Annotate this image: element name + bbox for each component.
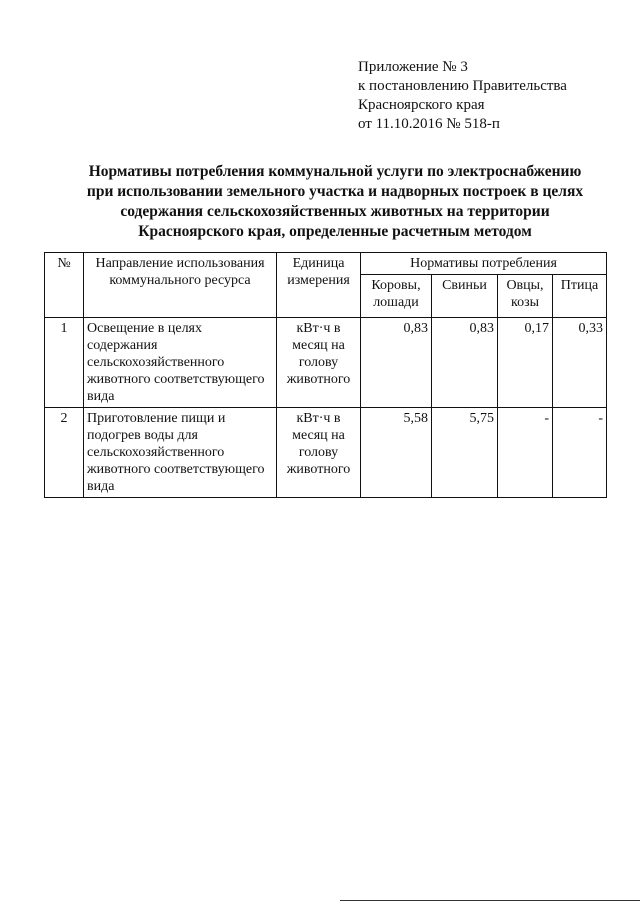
row-cows-value: 0,83 (361, 318, 432, 408)
header-cows: Коровы, лошади (361, 275, 432, 318)
title-line-4: Красноярского края, определенные расчетным методом (138, 223, 532, 240)
row-num: 1 (45, 318, 84, 408)
row-unit: кВт·ч в месяц на голову животного (277, 408, 361, 498)
table-row (45, 408, 607, 498)
row-unit: кВт·ч в месяц на голову животного (277, 318, 361, 408)
row-poultry-value: 0,33 (553, 318, 607, 408)
table-row (45, 318, 607, 408)
row-pigs-value: 5,75 (432, 408, 498, 498)
page-edge-line (340, 900, 640, 901)
row-cows-value: 5,58 (361, 408, 432, 498)
title-line-2: при использовании земельного участка и надворных построек в целях (86, 183, 584, 200)
appendix-date: от 11.10.2016 № 518-п (358, 116, 500, 132)
appendix-decree: к постановлению Правительства (358, 78, 567, 94)
header-num: № (45, 253, 84, 318)
appendix-number: Приложение № 3 (358, 59, 468, 75)
header-norms: Нормативы потребления (361, 253, 607, 275)
header-sheep: Овцы, козы (498, 275, 553, 318)
row-pigs-value: 0,83 (432, 318, 498, 408)
norms-table (44, 252, 607, 498)
row-sheep-value: 0,17 (498, 318, 553, 408)
header-poultry: Птица (553, 275, 607, 318)
row-direction: Освещение в целях содержания сельскохозяйственного животного соответствующего вида (84, 318, 277, 408)
row-poultry-value: - (553, 408, 607, 498)
appendix-region: Красноярского края (358, 97, 485, 113)
row-sheep-value: - (498, 408, 553, 498)
row-num: 2 (45, 408, 84, 498)
header-row-1 (45, 253, 607, 275)
title-line-3: содержания сельскохозяйственных животных на территории (120, 203, 550, 220)
title-line-1: Нормативы потребления коммунальной услуги по электроснабжению (88, 163, 582, 180)
document-title (60, 162, 610, 242)
appendix-reference (358, 58, 567, 134)
header-pigs: Свиньи (432, 275, 498, 318)
header-direction: Направление использования коммунального ресурса (84, 253, 277, 318)
header-unit: Единица измерения (277, 253, 361, 318)
row-direction: Приготовление пищи и подогрев воды для сельскохозяйственного животного соответствующего вида (84, 408, 277, 498)
